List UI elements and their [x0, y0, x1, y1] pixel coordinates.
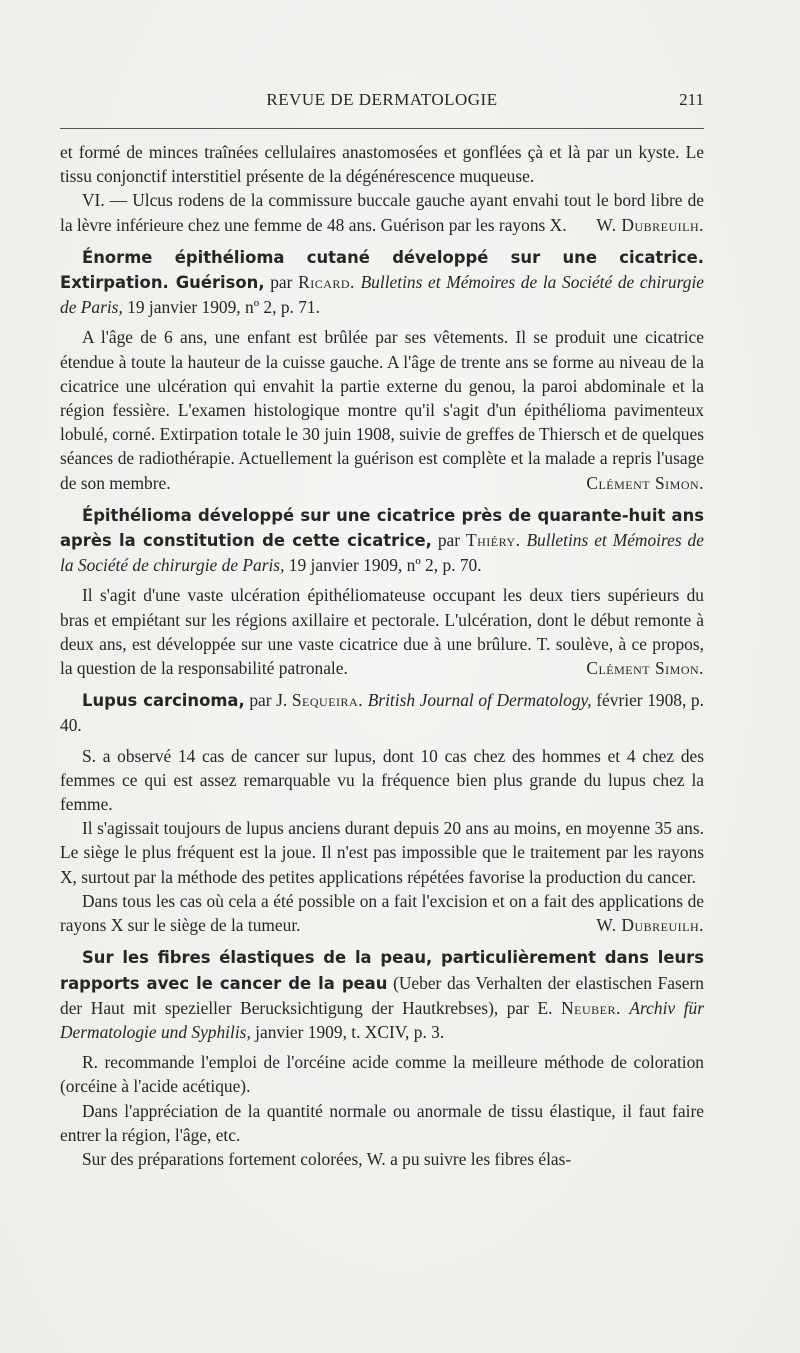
entry-ref: 19 janvier 1909, nº 2, p. 70. — [288, 555, 482, 576]
entry-title: Énorme épithélioma cutané développé sur une cicatrice. Extirpation. Guérison, — [60, 247, 704, 293]
entry-title: Lupus carcinoma, — [82, 691, 245, 711]
page-header — [60, 90, 704, 114]
entry-body-text: A l'âge de 6 ans, une enfant est brûlée par ses vêtements. Il se produit une cicatrice étendue à toute la hauteur de la cuisse gauche. A l'âge de trente ans se forme au niveau de la cicatrice une ulcération qui envahit la partie externe du genou, la paroi abdominale et la région fessière. L'examen histologique montre qu'il s'agit d'un épithélioma pavimenteux lobulé, corné. Extirpation totale le 30 juin 1908, suivie de greffes de Thiersch et de quelques séances de radiothérapie. Actuellement la guérison est complète et la malade a repris l'usage de son membre. — [60, 327, 704, 493]
entry-by: par — [437, 530, 461, 551]
entry-body: Il s'agissait toujours de lupus anciens durant depuis 20 ans au moins, en moyenne 35 ans. Le siège le plus fréquent est la joue. Il n'est pas impossible que le traitement par les rayons X, surtout par la méthode des petites applications répétées favorise la production du cancer. — [60, 818, 704, 887]
entry-body: R. recommande l'emploi de l'orcéine acide comme la meilleure méthode de coloration (orcéine à l'acide acétique). — [60, 1052, 704, 1097]
entry-body: Dans l'appréciation de la quantité normale ou anormale de tissu élastique, il faut faire entrer la région, l'âge, etc. — [60, 1100, 704, 1145]
entry-journal: Bulletins et Mémoires de la Société de chirurgie de Paris, — [60, 530, 704, 576]
review-entry-heading — [60, 503, 704, 578]
entry-ref: février 1908, p. 40. — [60, 690, 704, 736]
paragraph: et formé de minces traînées cellulaires anastomosées et gonflées çà et là par un kyste. Le tissu conjonctif interstitiel présente de la dégénérescence muqueuse. — [60, 142, 704, 187]
entry-author: Ricard. — [298, 272, 355, 293]
entry-body-text: Dans tous les cas où cela a été possible on a fait l'excision et on a fait des applications de rayons X sur le siège de la tumeur. — [60, 890, 704, 936]
entry-body — [60, 583, 704, 680]
page-number: 211 — [679, 90, 704, 109]
paragraph — [60, 188, 704, 236]
signature: Clément Simon. — [586, 658, 704, 679]
entry-paren: (Ueber das Verhalten der elastischen Fasern der Haut mit spezieller Berucksichtigung der Hautkrebses), par E. — [60, 972, 704, 1018]
entry-body — [60, 325, 704, 494]
header-rule — [60, 128, 704, 129]
entry-author: Sequeira. — [291, 690, 364, 711]
entry-ref: 19 janvier 1909, nº 2, p. 71. — [127, 297, 320, 318]
entry-title: Sur les fibres élastiques de la peau, particulièrement dans leurs rapports avec le cancer de la peau — [60, 948, 704, 993]
entry-journal: Bulletins et Mémoires de la Société de chirurgie de Paris, — [60, 272, 704, 318]
entry-by: par J. — [249, 690, 288, 711]
signature: W. Dubreuilh. — [596, 214, 704, 235]
signature: Clément Simon. — [586, 472, 704, 493]
entry-author: Neuber. — [561, 997, 621, 1018]
review-entry-heading — [60, 945, 704, 1044]
article-body — [60, 140, 704, 1171]
entry-journal: British Journal of Dermatology, — [367, 690, 592, 711]
review-entry-heading — [60, 245, 704, 320]
entry-ref: janvier 1909, t. XCIV, p. 3. — [255, 1021, 445, 1042]
paragraph-text: VI. — Ulcus rodens de la commissure buccale gauche ayant envahi tout le bord libre de la lèvre inférieure chez une femme de 48 ans. Guérison par les rayons X. — [60, 190, 704, 235]
running-head: REVUE DE DERMATOLOGIE — [266, 90, 498, 109]
entry-by: par — [270, 272, 293, 293]
entry-body: Sur des préparations fortement colorées, W. a pu suivre les fibres élas- — [82, 1148, 572, 1169]
signature: W. Dubreuilh. — [596, 915, 704, 936]
review-entry-heading — [60, 688, 704, 737]
entry-title: Épithélioma développé sur une cicatrice près de quarante-huit ans après la constitution de cette cicatrice, — [60, 505, 704, 551]
entry-body-text: Il s'agit d'une vaste ulcération épithéliomateuse occupant les deux tiers supérieurs du bras et empiétant sur les régions axillaire et pectorale. L'ulcération, dont le début remonte à deux ans, est développée sur une vaste cicatrice due à une brûlure. T. soulève, à ce propos, la question de la responsabilité patronale. — [60, 585, 704, 679]
entry-author: Thiéry. — [466, 530, 521, 551]
entry-body — [60, 889, 704, 937]
entry-body: S. a observé 14 cas de cancer sur lupus, dont 10 cas chez des hommes et 4 chez des femmes ce qui est assez remarquable vu la fréquence bien plus grande du lupus chez la femme. — [60, 745, 704, 815]
entry-journal: Archiv für Dermatologie und Syphilis, — [60, 997, 704, 1042]
